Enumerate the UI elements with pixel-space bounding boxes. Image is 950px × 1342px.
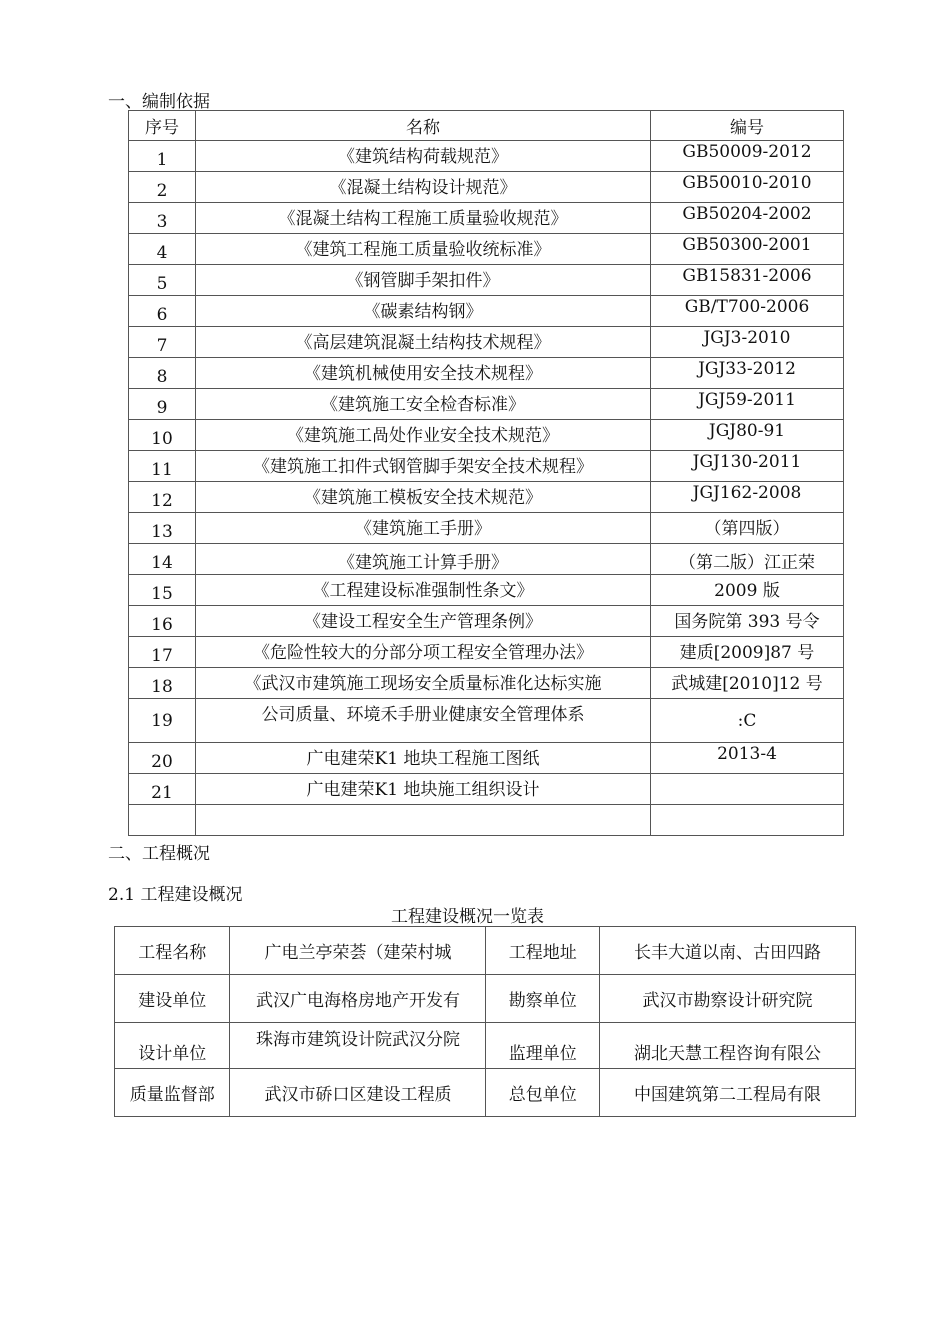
row-name: 《混凝土结构设计规范》 xyxy=(196,172,651,203)
header-name: 名称 xyxy=(196,111,651,141)
row-code: 2009 版 xyxy=(651,575,844,606)
row-index: 15 xyxy=(129,575,196,606)
row-index xyxy=(129,805,196,836)
row-code: JGJ162-2008 xyxy=(651,482,844,513)
table-row xyxy=(129,420,844,451)
table-row xyxy=(129,575,844,606)
row-index: 3 xyxy=(129,203,196,234)
table-row xyxy=(115,1069,856,1117)
row-index: 14 xyxy=(129,544,196,575)
value-survey-unit: 武汉市勘察设计研究院 xyxy=(599,975,855,1023)
row-code: 2013-4 xyxy=(651,743,844,774)
table-row xyxy=(129,265,844,296)
row-index: 18 xyxy=(129,668,196,699)
row-index: 9 xyxy=(129,389,196,420)
table-row xyxy=(129,141,844,172)
table-row xyxy=(129,203,844,234)
table-row xyxy=(115,975,856,1023)
row-index: 21 xyxy=(129,774,196,805)
table-row xyxy=(129,668,844,699)
row-code xyxy=(651,805,844,836)
row-name: 《建筑结构荷载规范》 xyxy=(196,141,651,172)
row-index: 17 xyxy=(129,637,196,668)
row-code: JGJ33-2012 xyxy=(651,358,844,389)
row-name: 《建设工程安全生产管理条例》 xyxy=(196,606,651,637)
section-1-title: 一、编制依据 xyxy=(108,92,210,112)
row-code: 国务院第 393 号令 xyxy=(651,606,844,637)
row-code xyxy=(651,774,844,805)
table-row xyxy=(129,482,844,513)
row-code: （第四版） xyxy=(651,513,844,544)
row-name: 《建筑施工咼处作业安全技术规范》 xyxy=(196,420,651,451)
table-row xyxy=(129,513,844,544)
value-design-unit: 珠海市建筑设计院武汉分院 xyxy=(230,1023,486,1069)
table-row xyxy=(129,172,844,203)
row-index: 1 xyxy=(129,141,196,172)
row-name: 广电建荣K1 地块工程施工图纸 xyxy=(196,743,651,774)
row-index: 4 xyxy=(129,234,196,265)
row-name: 《建筑工程施工质量验收统标准》 xyxy=(196,234,651,265)
value-general-contractor: 中国建筑第二工程局有限 xyxy=(599,1069,855,1117)
value-project-address: 长丰大道以南、古田四路 xyxy=(599,927,855,975)
row-code: 建质[2009]87 号 xyxy=(651,637,844,668)
table-row xyxy=(129,327,844,358)
table-row xyxy=(129,743,844,774)
row-code: GB50009-2012 xyxy=(651,141,844,172)
row-name: 《混凝土结构工程施工质量验收规范》 xyxy=(196,203,651,234)
row-code: （第二版）江正荣 xyxy=(651,544,844,575)
row-code: GB50204-2002 xyxy=(651,203,844,234)
table-row xyxy=(129,234,844,265)
table-row xyxy=(129,699,844,743)
label-survey-unit: 勘察单位 xyxy=(486,975,599,1023)
value-supervision-unit: 湖北天慧工程咨询有限公 xyxy=(599,1023,855,1069)
row-code: JGJ130-2011 xyxy=(651,451,844,482)
table-row xyxy=(129,296,844,327)
row-index: 13 xyxy=(129,513,196,544)
row-index: 20 xyxy=(129,743,196,774)
header-code: 编号 xyxy=(651,111,844,141)
table-row xyxy=(129,805,844,836)
table-row xyxy=(129,606,844,637)
row-name: 广电建荣K1 地块施工组织设计 xyxy=(196,774,651,805)
basis-header-row xyxy=(129,111,844,141)
row-code: GB15831-2006 xyxy=(651,265,844,296)
row-name: 《建筑施工安全检杳标准》 xyxy=(196,389,651,420)
row-name: 《危险性较大的分部分项工程安全管理办法》 xyxy=(196,637,651,668)
row-index: 6 xyxy=(129,296,196,327)
overview-table-caption: 工程建设概况一览表 xyxy=(391,907,544,927)
label-supervision-unit: 监理单位 xyxy=(486,1023,599,1069)
row-index: 7 xyxy=(129,327,196,358)
row-code: 武城建[2010]12 号 xyxy=(651,668,844,699)
table-row xyxy=(129,358,844,389)
row-index: 16 xyxy=(129,606,196,637)
overview-table xyxy=(114,926,856,1117)
row-code: :C xyxy=(651,699,844,743)
table-row xyxy=(129,451,844,482)
label-owner: 建设单位 xyxy=(115,975,230,1023)
row-name: 《高层建筑混凝土结构技术规程》 xyxy=(196,327,651,358)
row-code: JGJ59-2011 xyxy=(651,389,844,420)
label-project-name: 工程名称 xyxy=(115,927,230,975)
table-row xyxy=(129,637,844,668)
label-general-contractor: 总包单位 xyxy=(486,1069,599,1117)
row-name: 《建筑施工计算手册》 xyxy=(196,544,651,575)
row-name: 《建筑施工模板安全技术规范》 xyxy=(196,482,651,513)
label-quality-supervision: 质量监督部 xyxy=(115,1069,230,1117)
row-code: GB/T700-2006 xyxy=(651,296,844,327)
row-name: 《钢管脚手架扣件》 xyxy=(196,265,651,296)
value-project-name: 广电兰亭荣荟（建荣村城 xyxy=(230,927,486,975)
row-name xyxy=(196,805,651,836)
row-name: 《建筑施工手册》 xyxy=(196,513,651,544)
row-code: GB50010-2010 xyxy=(651,172,844,203)
row-index: 11 xyxy=(129,451,196,482)
section-2-1-title: 2.1 工程建设概况 xyxy=(108,885,243,905)
section-2-title: 二、工程概况 xyxy=(108,844,210,864)
row-code: JGJ80-91 xyxy=(651,420,844,451)
row-name: 《碳素结构钢》 xyxy=(196,296,651,327)
row-index: 2 xyxy=(129,172,196,203)
label-project-address: 工程地址 xyxy=(486,927,599,975)
table-row xyxy=(129,774,844,805)
row-name: 《建筑施工扣件式钢管脚手架安全技术规程》 xyxy=(196,451,651,482)
row-code: GB50300-2001 xyxy=(651,234,844,265)
row-index: 8 xyxy=(129,358,196,389)
label-design-unit: 设计单位 xyxy=(115,1023,230,1069)
header-index: 序号 xyxy=(129,111,196,141)
row-index: 12 xyxy=(129,482,196,513)
row-index: 10 xyxy=(129,420,196,451)
table-row xyxy=(115,927,856,975)
row-index: 5 xyxy=(129,265,196,296)
table-row xyxy=(129,389,844,420)
table-row xyxy=(129,544,844,575)
row-code: JGJ3-2010 xyxy=(651,327,844,358)
row-name: 《建筑机械使用安全技术规程》 xyxy=(196,358,651,389)
row-name: 《工程建设标准强制性条文》 xyxy=(196,575,651,606)
row-index: 19 xyxy=(129,699,196,743)
value-owner: 武汉广电海格房地产开发有 xyxy=(230,975,486,1023)
value-quality-supervision: 武汉市硚口区建设工程质 xyxy=(230,1069,486,1117)
row-name: 《武汉市建筑施工现场安全质量标准化达标实施 xyxy=(196,668,651,699)
basis-table xyxy=(128,110,844,836)
table-row xyxy=(115,1023,856,1069)
row-name: 公司质量、环境禾手册业健康安全管理体系 xyxy=(196,699,651,743)
